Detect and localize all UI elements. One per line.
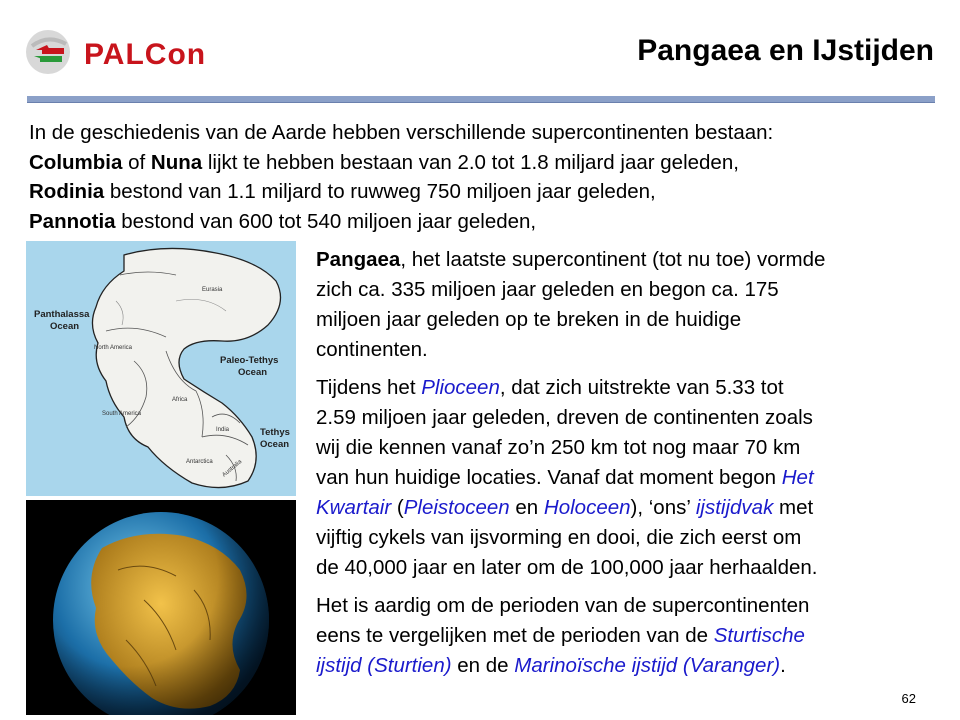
logo-globe-icon xyxy=(22,26,92,78)
pleistoceen-link[interactable]: Pleistoceen xyxy=(403,496,510,519)
text-line: miljoen jaar geleden op te breken in de huidige xyxy=(316,308,742,331)
rodinia-label: Rodinia xyxy=(29,180,105,203)
map-region-australia: Australia xyxy=(221,458,244,479)
text-line xyxy=(316,493,951,523)
paragraph-pangaea xyxy=(316,245,951,365)
text-line: vijftig cykels van ijsvorming en dooi, die zich eerst om xyxy=(316,526,802,549)
page-number: 62 xyxy=(901,691,916,706)
text-line: de 40,000 jaar en later om de 100,000 jaar herhaalden. xyxy=(316,556,818,579)
text-span: . xyxy=(780,654,786,677)
plioceen-link[interactable]: Plioceen xyxy=(421,376,500,399)
intro-line xyxy=(29,207,944,237)
text-span: en xyxy=(509,496,544,519)
palcon-logo xyxy=(22,26,212,78)
slide-title: Pangaea en IJstijden xyxy=(637,34,934,67)
text-line xyxy=(316,463,951,493)
kwartair-link[interactable]: Kwartair xyxy=(316,496,392,519)
text-span: van hun huidige locaties. Vanaf dat moment begon xyxy=(316,466,782,489)
holoceen-link[interactable]: Holoceen xyxy=(543,496,631,519)
map-region-antarctica: Antarctica xyxy=(186,459,213,465)
intro-line xyxy=(29,148,944,178)
map-region-india: India xyxy=(216,427,230,433)
globe-image xyxy=(26,500,296,715)
map-ocean-right-2: Ocean xyxy=(260,439,290,450)
text-line: wij die kennen vanaf zo’n 250 km tot nog maar 70 km xyxy=(316,436,801,459)
paragraph-plioceen xyxy=(316,373,951,583)
map-ocean-left-2: Ocean xyxy=(50,321,80,332)
pangaea-label: Pangaea xyxy=(316,248,401,271)
text-span: met xyxy=(773,496,814,519)
nuna-label: Nuna xyxy=(150,150,203,174)
map-region-africa: Africa xyxy=(172,397,188,403)
text-span: ), ‘ons’ xyxy=(630,496,696,519)
het-kwartair-link[interactable]: Het xyxy=(781,466,814,489)
pannotia-label: Pannotia xyxy=(29,209,116,233)
text-line xyxy=(316,621,951,651)
text-span: eens te vergelijken met de perioden van de xyxy=(316,624,714,647)
intro-line xyxy=(29,177,944,207)
text-line: continenten. xyxy=(316,338,428,361)
text-line xyxy=(316,651,951,681)
intro-text-span: bestond van 600 tot 540 miljoen jaar geleden, xyxy=(115,209,537,233)
text-line xyxy=(316,245,951,275)
intro-text-span: bestond van 1.1 miljard to ruwweg 750 miljoen jaar geleden, xyxy=(104,180,656,203)
intro-line xyxy=(29,118,944,148)
intro-text-span: of xyxy=(122,150,151,174)
text-line: zich ca. 335 miljoen jaar geleden en begon ca. 175 xyxy=(316,278,779,301)
map-ocean-right-1: Tethys xyxy=(260,427,290,438)
map-ocean-left-1: Panthalassa xyxy=(34,309,90,320)
text-span: ( xyxy=(391,496,404,519)
map-ocean-center-2: Ocean xyxy=(238,367,268,378)
intro-text xyxy=(29,118,944,236)
columbia-label: Columbia xyxy=(29,150,123,174)
pangaea-globe-svg xyxy=(26,500,296,715)
sturtische-link[interactable]: Sturtische xyxy=(713,624,805,647)
map-region-north-america: North America xyxy=(94,345,133,351)
text-line xyxy=(316,373,951,403)
varanger-link[interactable]: Marinoïsche ijstijd (Varanger) xyxy=(514,654,781,677)
map-region-eurasia: Eurasia xyxy=(202,287,223,293)
text-span: en de xyxy=(451,654,515,677)
logo-text: PALCon xyxy=(84,38,207,71)
intro-text-span: lijkt te hebben bestaan van 2.0 tot 1.8 miljard jaar geleden, xyxy=(202,150,739,174)
ijstijdvak-link[interactable]: ijstijdvak xyxy=(695,496,774,519)
text-span: , dat zich uitstrekte van 5.33 tot xyxy=(499,376,784,399)
pangaea-map-svg xyxy=(26,241,296,496)
text-span: , het laatste supercontinent (tot nu toe) vormde xyxy=(400,248,826,271)
text-line: Het is aardig om de perioden van de supercontinenten xyxy=(316,594,810,617)
pangaea-map-image xyxy=(26,241,296,496)
text-span: Tijdens het xyxy=(316,376,422,399)
intro-line-text: In de geschiedenis van de Aarde hebben verschillende supercontinenten bestaan: xyxy=(29,121,774,144)
text-line: 2.59 miljoen jaar geleden, dreven de continenten zoals xyxy=(316,406,813,429)
map-region-south-america: South America xyxy=(102,411,142,417)
sturtien-link[interactable]: ijstijd (Sturtien) xyxy=(316,654,452,677)
title-divider xyxy=(27,96,935,103)
paragraph-ijstijden xyxy=(316,591,951,681)
map-ocean-center-1: Paleo-Tethys xyxy=(220,355,279,366)
main-text xyxy=(316,245,951,689)
